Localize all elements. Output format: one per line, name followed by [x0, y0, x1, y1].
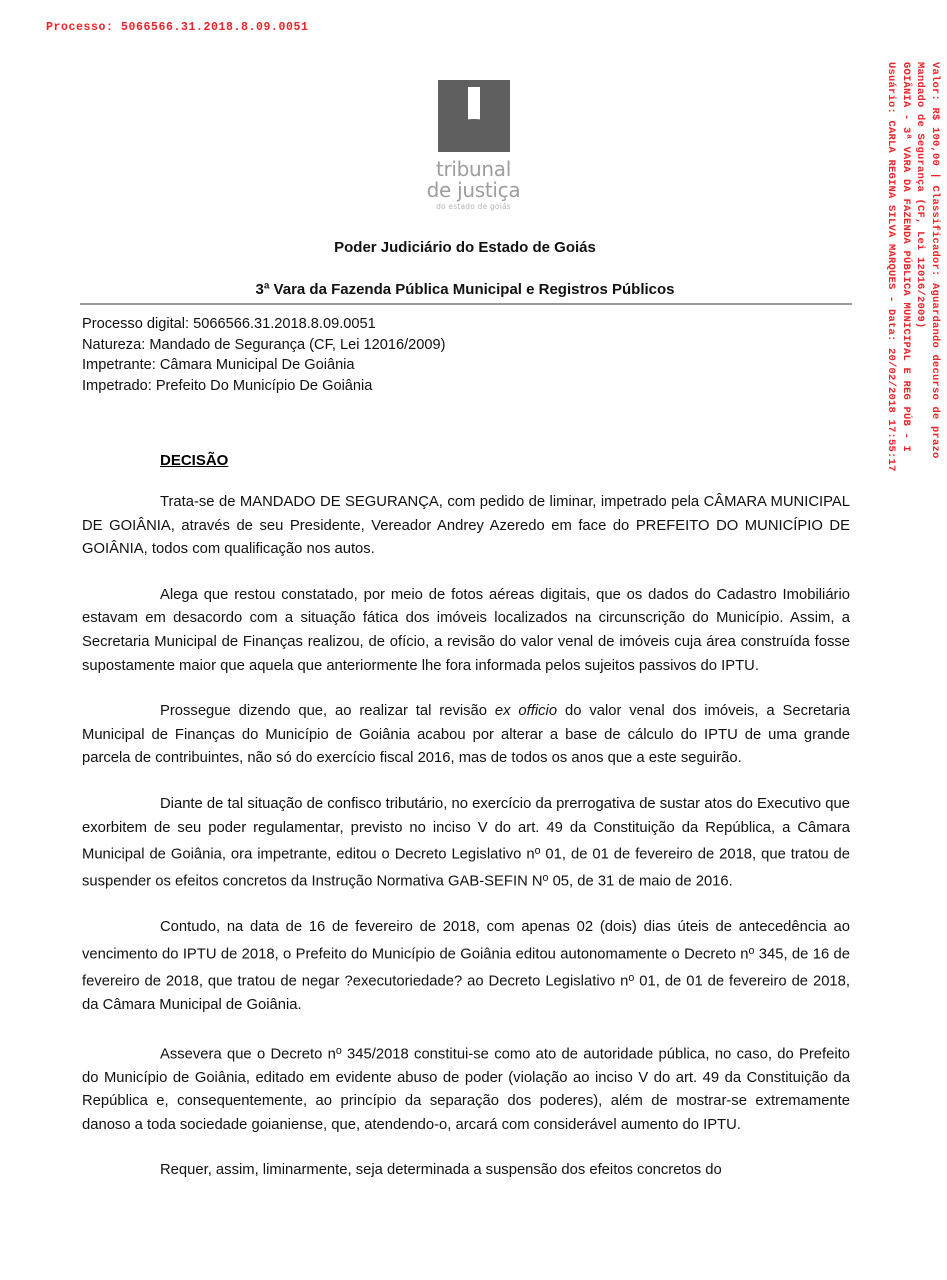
paragraph-5-text-b: 345, de 16 de fevereiro de 2018, que tratou de negar ?executoriedade? ao Decreto Legislativo n: [82, 946, 850, 990]
paragraph-4: [82, 793, 850, 894]
header-divider: [80, 303, 852, 305]
paragraph-2-text: Alega que restou constatado, por meio de fotos aéreas digitais, que os dados do Cadastro Imobiliário estavam em desacordo com a situação fática dos imóveis localizados na circunscrição do Município. Assim, a Secretaria Municipal de Finanças realizou, de ofício, a revisão do valor venal de imóveis cuja área construída fosse supostamente maior que aquela que anteriormente lhe fora informada pelos sujeitos passivos do IPTU.: [82, 586, 850, 674]
court-title: Poder Judiciário do Estado de Goiás: [334, 239, 596, 256]
paragraph-6-ordinal-1: o: [335, 1044, 342, 1057]
paragraph-3-latin-phrase: ex officio: [494, 703, 558, 720]
paragraph-5-ordinal-2: o: [628, 971, 635, 984]
paragraph-5-text-a: Contudo, na data de 16 de fevereiro de 2018, com apenas 02 (dois) dias úteis de antecedência ao vencimento do IPTU de 2018, o Prefeito do Município de Goiânia editou autonomamente o Decreto n: [82, 919, 850, 963]
paragraph-3-text-b: do valor venal dos imóveis, a Secretaria Municipal de Finanças do Município de Goiânia acabou por alterar a base de cálculo do IPTU de uma grande parcela de contribuintes, não só do exercício fiscal 2016, mas de todos os anos que a este seguirão.: [82, 703, 850, 767]
process-number-stamp: Processo: 5066566.31.2018.8.09.0051: [46, 21, 309, 34]
paragraph-4-text-b: 01, de 01 de fevereiro de 2018, que tratou de suspender os efeitos concretos da Instrução Normativa GAB-SEFIN N: [82, 846, 850, 890]
paragraph-5-ordinal-1: o: [748, 944, 755, 957]
paragraph-4-text-a: Diante de tal situação de confisco tributário, no exercício da prerrogativa de sustar atos do Executivo que exorbitem de seu poder regulamentar, previsto no inciso V do art. 49 da Constituição da República, a Câmara Municipal de Goiânia, ora impetrante, editou o Decreto Legislativo n: [82, 795, 850, 863]
case-metadata: [82, 314, 445, 396]
logo-word-justica: de justiça: [426, 178, 521, 202]
stamp-line-usuario: Usuário: CARLA REGINA SILVA MARQUES - Data: 20/02/2018 17:55:17: [885, 62, 898, 472]
paragraph-5: [82, 916, 850, 1017]
paragraph-4-ordinal-2: o: [542, 872, 549, 885]
decision-body: [82, 452, 850, 1183]
paragraph-5-text-c: 01, de 01 de fevereiro de 2018, da Câmara Municipal de Goiânia.: [82, 973, 851, 1013]
paragraph-7: [82, 1159, 850, 1183]
paragraph-6-text-a: Assevera que o Decreto n: [160, 1046, 336, 1063]
tribunal-emblem-icon: [438, 80, 510, 152]
meta-impetrante: Impetrante: Câmara Municipal De Goiânia: [82, 357, 355, 374]
tribunal-logo: [0, 80, 947, 211]
paragraph-3: [82, 700, 850, 771]
stamp-line-natureza: Mandado de Segurança (CF, Lei 12016/2009): [914, 62, 927, 329]
paragraph-3-text-a: Prossegue dizendo que, ao realizar tal revisão: [160, 703, 495, 720]
logo-bowl-shape: [443, 119, 505, 141]
logo-wordmark: [427, 159, 521, 211]
court-division-title: 3ª Vara da Fazenda Pública Municipal e Registros Públicos: [255, 281, 675, 298]
paragraph-4-text-c: 05, de 31 de maio de 2016.: [548, 873, 733, 890]
meta-natureza: Natureza: Mandado de Segurança (CF, Lei 12016/2009): [82, 336, 446, 353]
paragraph-7-text: Requer, assim, liminarmente, seja determinada a suspensão dos efeitos concretos do: [160, 1162, 722, 1179]
decision-heading: DECISÃO: [160, 452, 229, 469]
paragraph-2: [82, 584, 850, 678]
logo-word-estado: do estado de goiás: [436, 202, 511, 211]
paragraph-1: [82, 491, 850, 562]
paragraph-6-text-b: 345/2018 constitui-se como ato de autoridade pública, no caso, do Prefeito do Município de Goiânia, editado em evidente abuso de poder (violação ao inciso V do art. 49 da Constituição da República e, consequentemente, ao princípio da separação dos poderes), além de mostrar-se extremamente danoso a toda sociedade goianiense, que, atendendo-o, arcará com considerável aumento do IPTU.: [82, 1046, 850, 1133]
paragraph-4-ordinal-1: o: [534, 845, 541, 858]
paragraph-1-text: Trata-se de MANDADO DE SEGURANÇA, com pedido de liminar, impetrado pela CÂMARA MUNICIPAL DE GOIÂNIA, através de seu Presidente, Vereador Andrey Azeredo em face do PREFEITO DO MUNICÍPIO DE GOIÂNIA, todos com qualificação nos autos.: [82, 494, 850, 558]
meta-impetrado: Impetrado: Prefeito Do Município De Goiânia: [82, 377, 373, 394]
stamp-line-vara: GOIÂNIA - 3ª VARA DA FAZENDA PÚBLICA MUNICIPAL E REG PÚB - I: [899, 62, 912, 453]
meta-processo: Processo digital: 5066566.31.2018.8.09.0051: [82, 316, 376, 332]
paragraph-6: [82, 1040, 850, 1138]
logo-word-tribunal: tribunal: [435, 157, 512, 181]
stamp-line-valor: Valor: R$ 100,00 | Classificador: Aguardando decurso de prazo: [929, 62, 941, 459]
